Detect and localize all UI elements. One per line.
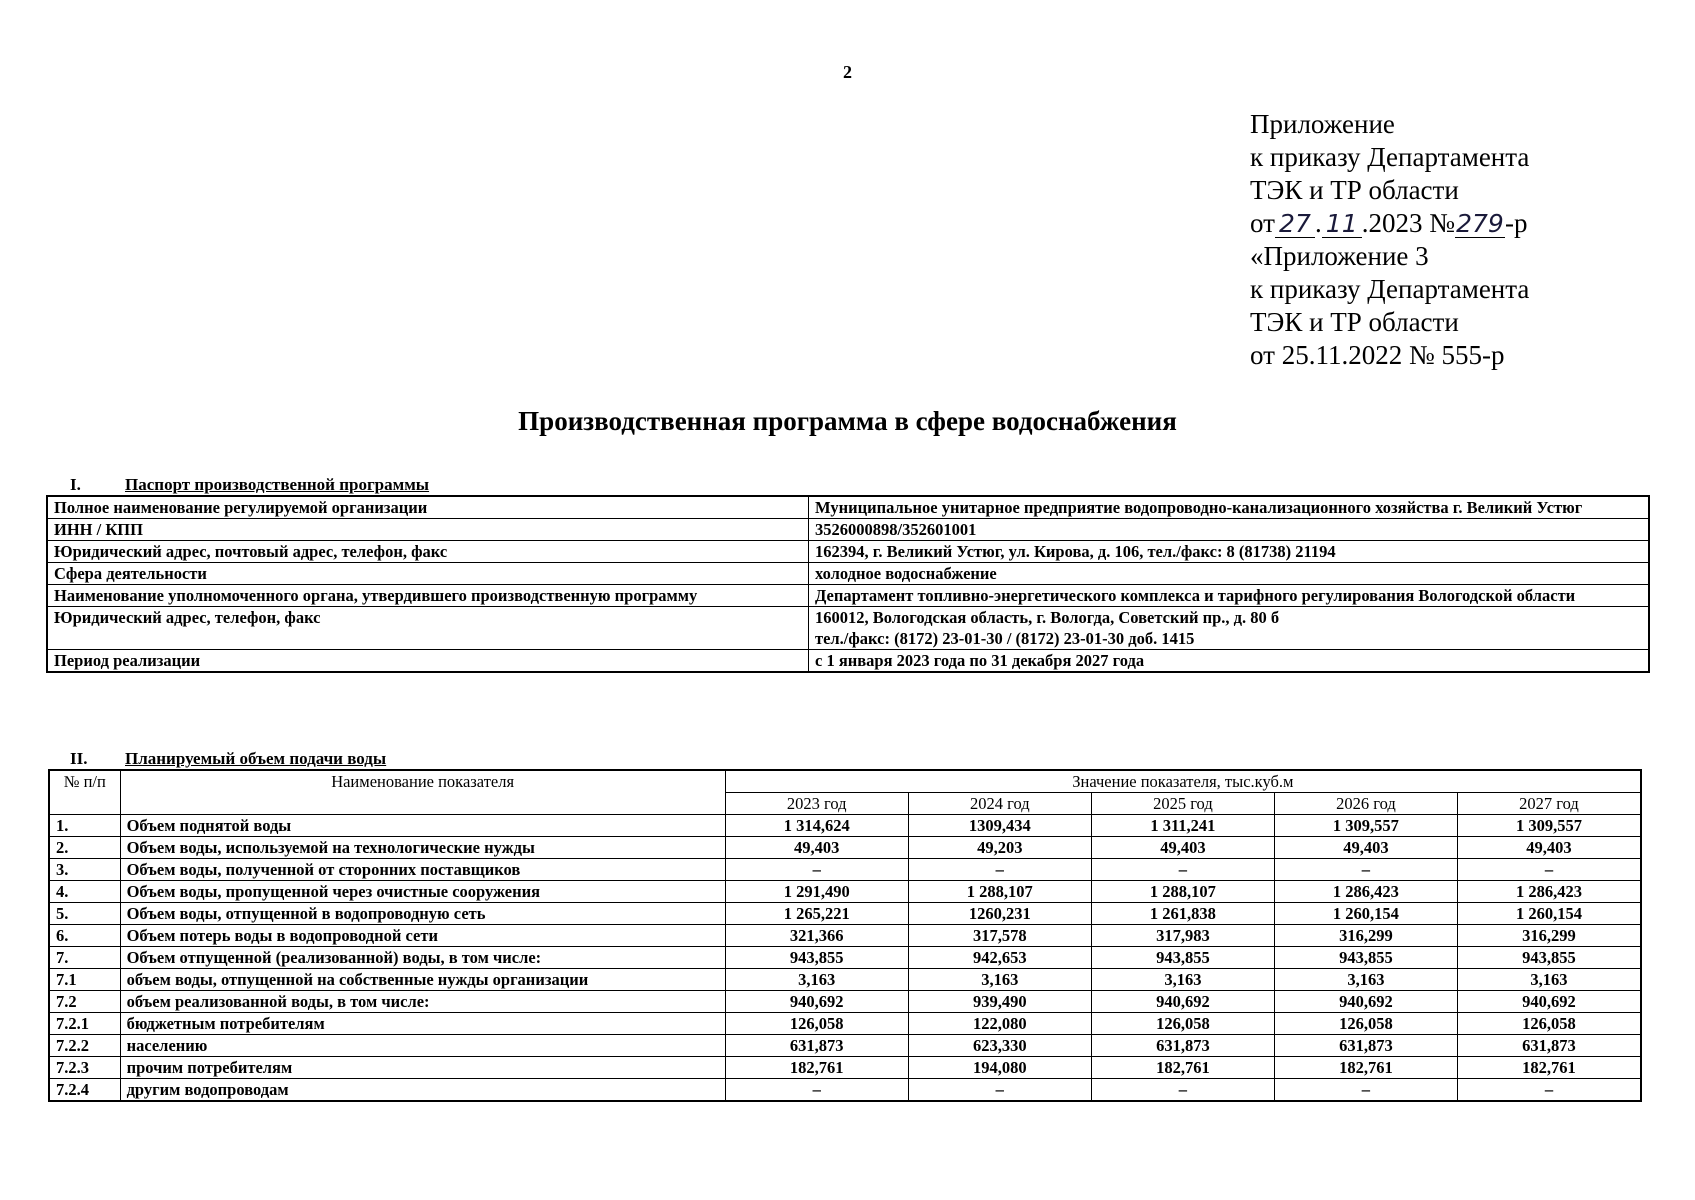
passport-value-line: тел./факс: (8172) 23-01-30 / (8172) 23-01-30 доб. 1415 [815,629,1195,648]
row-name: прочим потребителям [120,1057,725,1079]
date-prefix: от [1250,208,1275,238]
passport-value-line: 162394, г. Великий Устюг, ул. Кирова, д. 106, тел./факс: 8 (81738) 21194 [815,542,1336,561]
table-row [49,837,1641,859]
row-value: 1 309,557 [1274,815,1457,837]
passport-key: Полное наименование регулируемой организации [47,496,809,519]
row-code: 7.1 [49,969,120,991]
row-value: – [725,1079,908,1102]
column-header-year: 2023 год [725,793,908,815]
row-value: 1260,231 [908,903,1091,925]
row-code: 1. [49,815,120,837]
row-value: 623,330 [908,1035,1091,1057]
row-value: 940,692 [1274,991,1457,1013]
appendix-line: Приложение [1250,109,1395,139]
passport-key: Наименование уполномоченного органа, утвердившего производственную программу [47,585,809,607]
row-value: – [1091,1079,1274,1102]
section-heading-passport [70,475,429,495]
passport-value [809,563,1650,585]
appendix-date-line [1250,207,1529,240]
row-value: – [908,1079,1091,1102]
row-value: 49,403 [1274,837,1457,859]
row-code: 7.2.4 [49,1079,120,1102]
appendix-line: к приказу Департамента [1250,142,1530,172]
row-value: 943,855 [725,947,908,969]
table-row [49,991,1641,1013]
row-value: 126,058 [1457,1013,1641,1035]
table-row [47,650,1649,673]
row-code: 7.2.2 [49,1035,120,1057]
row-value: 1 314,624 [725,815,908,837]
row-value: 1 265,221 [725,903,908,925]
row-value: 1309,434 [908,815,1091,837]
table-row [49,1013,1641,1035]
table-row [49,1079,1641,1102]
row-value: 3,163 [1091,969,1274,991]
column-header-year: 2027 год [1457,793,1641,815]
table-row [47,585,1649,607]
water-volume-table [48,769,1642,1102]
table-row [49,881,1641,903]
row-code: 6. [49,925,120,947]
row-value: 631,873 [725,1035,908,1057]
row-code: 2. [49,837,120,859]
row-value: 3,163 [1274,969,1457,991]
section-number: II. [70,749,88,768]
row-name: объем воды, отпущенной на собственные нужды организации [120,969,725,991]
table-row [47,496,1649,519]
row-value: 182,761 [1091,1057,1274,1079]
row-value: 1 260,154 [1274,903,1457,925]
section-number: I. [70,475,81,494]
handwritten-month: 11 [1322,211,1362,238]
row-value: 3,163 [908,969,1091,991]
table-row [49,925,1641,947]
row-value: 49,403 [725,837,908,859]
row-name: Объем воды, отпущенной в водопроводную сеть [120,903,725,925]
row-value: 631,873 [1091,1035,1274,1057]
table-row [49,1035,1641,1057]
row-code: 5. [49,903,120,925]
row-value: 3,163 [725,969,908,991]
handwritten-day: 27 [1275,211,1315,238]
passport-value [809,541,1650,563]
table-header-row [49,770,1641,793]
row-value: 126,058 [1091,1013,1274,1035]
row-name: населению [120,1035,725,1057]
passport-value [809,650,1650,673]
passport-key: ИНН / КПП [47,519,809,541]
section-title: Паспорт производственной программы [125,475,430,494]
passport-value [809,496,1650,519]
column-header-values: Значение показателя, тыс.куб.м [725,770,1641,793]
row-value: 182,761 [725,1057,908,1079]
row-name: другим водопроводам [120,1079,725,1102]
passport-value-line: 160012, Вологодская область, г. Вологда, Советский пр., д. 80 б [815,608,1280,627]
row-value: – [725,859,908,881]
row-value: 3,163 [1457,969,1641,991]
passport-value-line: холодное водоснабжение [815,564,997,583]
row-name: Объем воды, пропущенной через очистные сооружения [120,881,725,903]
passport-value-line: Муниципальное унитарное предприятие водопроводно-канализационного хозяйства г. Великий Устюг [815,498,1583,517]
column-header-name: Наименование показателя [120,770,725,815]
row-value: 943,855 [1457,947,1641,969]
table-row [49,903,1641,925]
page-number: 2 [843,62,852,82]
date-year: .2023 № [1361,208,1455,238]
row-value: 49,403 [1457,837,1641,859]
passport-key: Юридический адрес, телефон, факс [47,607,809,650]
row-value: 940,692 [1457,991,1641,1013]
row-value: – [1457,859,1641,881]
row-value: 49,203 [908,837,1091,859]
row-code: 7.2 [49,991,120,1013]
passport-value [809,607,1650,650]
appendix-prev-line: ТЭК и ТР области [1250,307,1459,337]
order-suffix: -р [1504,208,1528,238]
row-value: 1 286,423 [1457,881,1641,903]
handwritten-order-number: 279 [1456,209,1504,238]
passport-value-line: Департамент топливно-энергетического комплекса и тарифного регулирования Вологодской области [815,586,1576,605]
row-value: 1 288,107 [908,881,1091,903]
appendix-prev-line: от 25.11.2022 № 555-р [1250,340,1505,370]
table-row [49,1057,1641,1079]
row-value: 1 286,423 [1274,881,1457,903]
row-value: 321,366 [725,925,908,947]
row-name: Объем потерь воды в водопроводной сети [120,925,725,947]
row-value: – [1274,859,1457,881]
passport-value-line: с 1 января 2023 года по 31 декабря 2027 года [815,651,1145,670]
row-value: 942,653 [908,947,1091,969]
table-row [47,607,1649,650]
row-value: – [1457,1079,1641,1102]
row-value: 1 291,490 [725,881,908,903]
passport-key: Юридический адрес, почтовый адрес, телефон, факс [47,541,809,563]
row-value: – [1274,1079,1457,1102]
passport-value [809,585,1650,607]
row-name: Объем воды, используемой на технологические нужды [120,837,725,859]
passport-key: Сфера деятельности [47,563,809,585]
row-value: 194,080 [908,1057,1091,1079]
date-separator: . [1314,208,1322,238]
appendix-prev-line: к приказу Департамента [1250,274,1530,304]
column-header-year: 2026 год [1274,793,1457,815]
row-value: 631,873 [1457,1035,1641,1057]
passport-value [809,519,1650,541]
table-row [49,947,1641,969]
row-value: 316,299 [1457,925,1641,947]
table-row [49,815,1641,837]
row-code: 4. [49,881,120,903]
row-value: 317,578 [908,925,1091,947]
row-code: 3. [49,859,120,881]
row-value: 943,855 [1091,947,1274,969]
row-name: Объем воды, полученной от сторонних поставщиков [120,859,725,881]
row-value: 49,403 [1091,837,1274,859]
appendix-line: ТЭК и ТР области [1250,175,1459,205]
table-row [49,859,1641,881]
row-value: 939,490 [908,991,1091,1013]
row-value: 1 309,557 [1457,815,1641,837]
row-value: 943,855 [1274,947,1457,969]
row-value: 631,873 [1274,1035,1457,1057]
row-code: 7.2.3 [49,1057,120,1079]
table-row [49,969,1641,991]
column-header-year: 2025 год [1091,793,1274,815]
column-header-year: 2024 год [908,793,1091,815]
row-value: 1 260,154 [1457,903,1641,925]
row-value: – [908,859,1091,881]
section-title: Планируемый объем подачи воды [125,749,387,768]
row-value: – [1091,859,1274,881]
row-value: 316,299 [1274,925,1457,947]
row-value: 182,761 [1457,1057,1641,1079]
row-code: 7. [49,947,120,969]
row-value: 182,761 [1274,1057,1457,1079]
row-value: 940,692 [1091,991,1274,1013]
row-value: 122,080 [908,1013,1091,1035]
row-value: 1 288,107 [1091,881,1274,903]
row-value: 126,058 [725,1013,908,1035]
passport-value-line: 3526000898/352601001 [815,520,977,539]
row-value: 317,983 [1091,925,1274,947]
section-heading-volume [70,749,386,769]
table-row [47,541,1649,563]
passport-table [46,495,1650,673]
row-value: 1 311,241 [1091,815,1274,837]
passport-key: Период реализации [47,650,809,673]
row-name: Объем поднятой воды [120,815,725,837]
row-value: 940,692 [725,991,908,1013]
row-name: объем реализованной воды, в том числе: [120,991,725,1013]
row-name: бюджетным потребителям [120,1013,725,1035]
appendix-prev-line: «Приложение 3 [1250,241,1429,271]
row-value: 1 261,838 [1091,903,1274,925]
row-name: Объем отпущенной (реализованной) воды, в том числе: [120,947,725,969]
document-title: Производственная программа в сфере водоснабжения [518,406,1177,436]
row-value: 126,058 [1274,1013,1457,1035]
table-row [47,563,1649,585]
appendix-block [1250,108,1529,372]
row-code: 7.2.1 [49,1013,120,1035]
column-header-number: № п/п [49,770,120,815]
table-row [47,519,1649,541]
